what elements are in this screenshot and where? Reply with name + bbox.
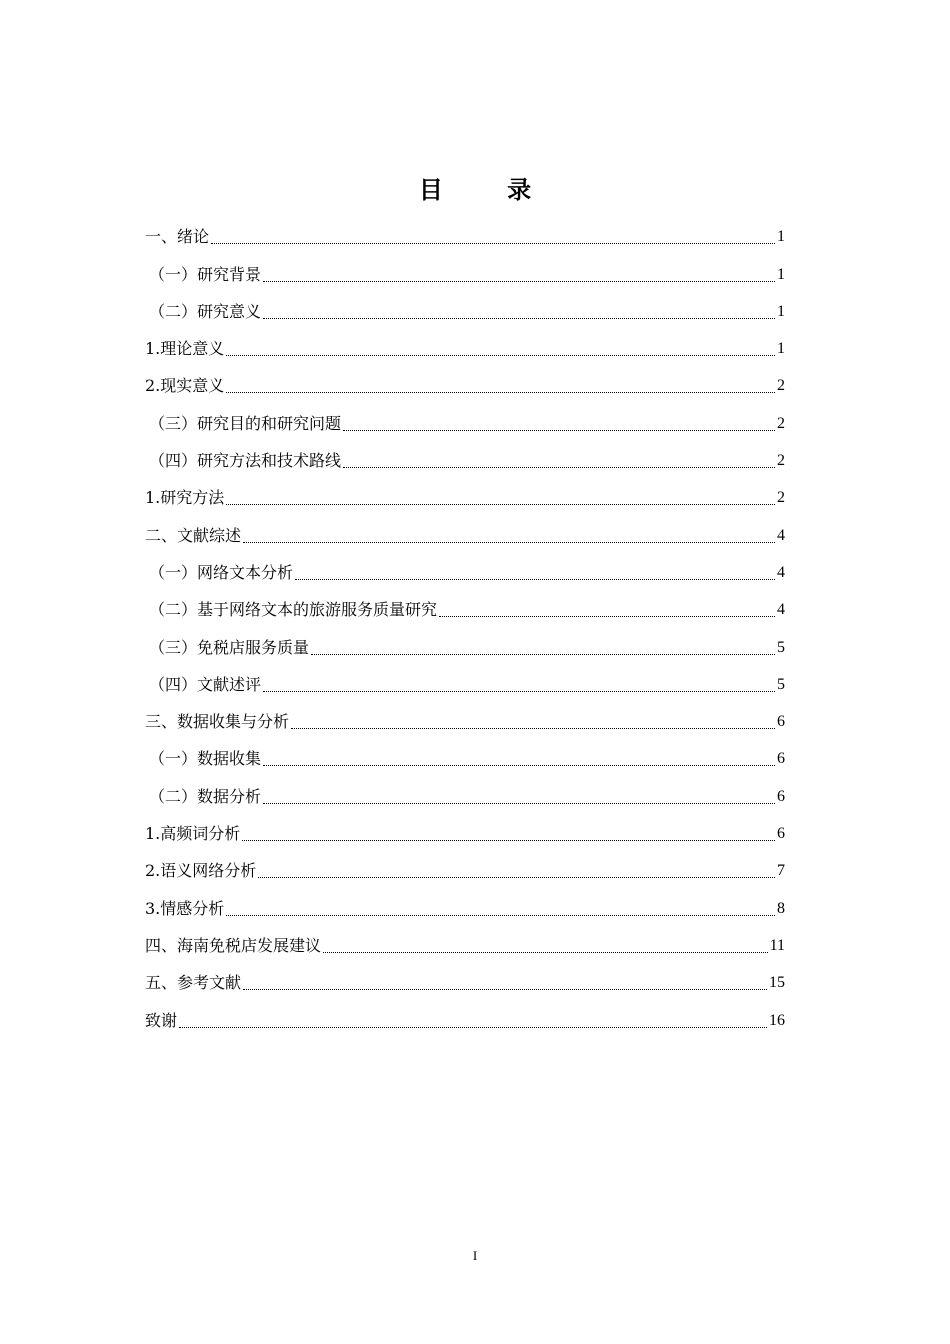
toc-entry-page: 4 — [777, 563, 785, 581]
toc-entry-text: 1.研究方法 — [145, 488, 225, 508]
toc-entry-text: 五、参考文献 — [145, 973, 242, 993]
toc-dot-leader — [226, 392, 775, 393]
toc-entry[interactable] — [145, 590, 785, 627]
toc-dot-leader — [439, 616, 775, 617]
toc-dot-leader — [311, 654, 775, 655]
toc-dot-leader — [343, 430, 775, 431]
toc-entry-page: 6 — [777, 825, 785, 843]
toc-dot-leader — [291, 728, 775, 729]
toc-entry-text: （三）免税店服务质量 — [149, 637, 310, 657]
toc-entry-page: 5 — [777, 638, 785, 656]
toc-dot-leader — [243, 989, 767, 990]
toc-entry-page: 6 — [777, 750, 785, 768]
toc-entry-page: 4 — [777, 526, 785, 544]
toc-dot-leader — [211, 243, 775, 244]
toc-entry[interactable] — [145, 851, 785, 888]
toc-entry-text: 2.现实意义 — [145, 376, 225, 396]
toc-dot-leader — [226, 504, 775, 505]
toc-entry-page: 4 — [777, 601, 785, 619]
toc-entry-text: 致谢 — [145, 1010, 178, 1030]
toc-entry-page: 8 — [777, 899, 785, 917]
toc-entry[interactable] — [145, 441, 785, 478]
toc-entry[interactable] — [145, 329, 785, 366]
toc-entry-text: （四）研究方法和技术路线 — [149, 451, 342, 471]
toc-entry-page: 7 — [777, 862, 785, 880]
toc-entry[interactable] — [145, 292, 785, 329]
toc-entry-text: 二、文献综述 — [145, 525, 242, 545]
toc-entry-page: 11 — [769, 936, 785, 954]
toc-dot-leader — [263, 318, 775, 319]
toc-entry-page: 6 — [777, 713, 785, 731]
toc-entry-page: 1 — [777, 265, 785, 283]
toc-entry-text: （一）网络文本分析 — [149, 562, 294, 582]
toc-entry-text: （二）研究意义 — [149, 301, 262, 321]
toc-entry-page: 1 — [777, 302, 785, 320]
toc-entry-page: 15 — [769, 974, 785, 992]
toc-entry[interactable] — [145, 926, 785, 963]
toc-entry-text: 四、海南免税店发展建议 — [145, 935, 322, 955]
toc-entry-page: 2 — [777, 414, 785, 432]
toc-entry[interactable] — [145, 254, 785, 291]
toc-entry[interactable] — [145, 888, 785, 925]
toc-list — [145, 217, 785, 1038]
toc-dot-leader — [323, 952, 768, 953]
toc-entry[interactable] — [145, 963, 785, 1000]
toc-entry[interactable] — [145, 627, 785, 664]
toc-entry-page: 1 — [777, 228, 785, 246]
toc-entry-text: （四）文献述评 — [149, 674, 262, 694]
toc-entry[interactable] — [145, 403, 785, 440]
toc-entry[interactable] — [145, 702, 785, 739]
toc-dot-leader — [226, 355, 775, 356]
toc-title: 目 录 — [418, 175, 560, 204]
toc-entry-text: 2.语义网络分析 — [145, 861, 257, 881]
toc-entry-text: 一、绪论 — [145, 227, 210, 247]
toc-dot-leader — [258, 877, 775, 878]
page-number: I — [472, 1248, 478, 1263]
toc-entry[interactable] — [145, 478, 785, 515]
toc-entry[interactable] — [145, 776, 785, 813]
toc-entry-text: 3.情感分析 — [145, 898, 225, 918]
toc-dot-leader — [242, 840, 775, 841]
toc-entry-page: 2 — [777, 452, 785, 470]
toc-dot-leader — [243, 542, 775, 543]
toc-entry-page: 2 — [777, 377, 785, 395]
toc-dot-leader — [343, 467, 775, 468]
toc-entry-page: 5 — [777, 675, 785, 693]
toc-dot-leader — [263, 281, 775, 282]
toc-entry-text: 1.高频词分析 — [145, 824, 241, 844]
toc-entry[interactable] — [145, 515, 785, 552]
toc-entry[interactable] — [145, 814, 785, 851]
toc-dot-leader — [263, 691, 775, 692]
toc-entry-page: 6 — [777, 787, 785, 805]
toc-dot-leader — [263, 803, 775, 804]
toc-entry-text: 1.理论意义 — [145, 339, 225, 359]
toc-entry-text: （二）基于网络文本的旅游服务质量研究 — [149, 600, 438, 620]
toc-entry-text: （三）研究目的和研究问题 — [149, 413, 342, 433]
toc-entry[interactable] — [145, 1000, 785, 1037]
toc-dot-leader — [226, 915, 775, 916]
toc-entry[interactable] — [145, 366, 785, 403]
toc-entry[interactable] — [145, 553, 785, 590]
toc-entry[interactable] — [145, 739, 785, 776]
toc-entry-page: 16 — [769, 1011, 785, 1029]
toc-dot-leader — [179, 1027, 767, 1028]
toc-entry[interactable] — [145, 217, 785, 254]
toc-entry-page: 2 — [777, 489, 785, 507]
toc-dot-leader — [295, 579, 775, 580]
toc-entry-text: （一）数据收集 — [149, 749, 262, 769]
toc-entry-text: 三、数据收集与分析 — [145, 712, 290, 732]
toc-dot-leader — [263, 765, 775, 766]
toc-entry-text: （一）研究背景 — [149, 264, 262, 284]
toc-entry-text: （二）数据分析 — [149, 786, 262, 806]
toc-entry[interactable] — [145, 665, 785, 702]
toc-entry-page: 1 — [777, 340, 785, 358]
